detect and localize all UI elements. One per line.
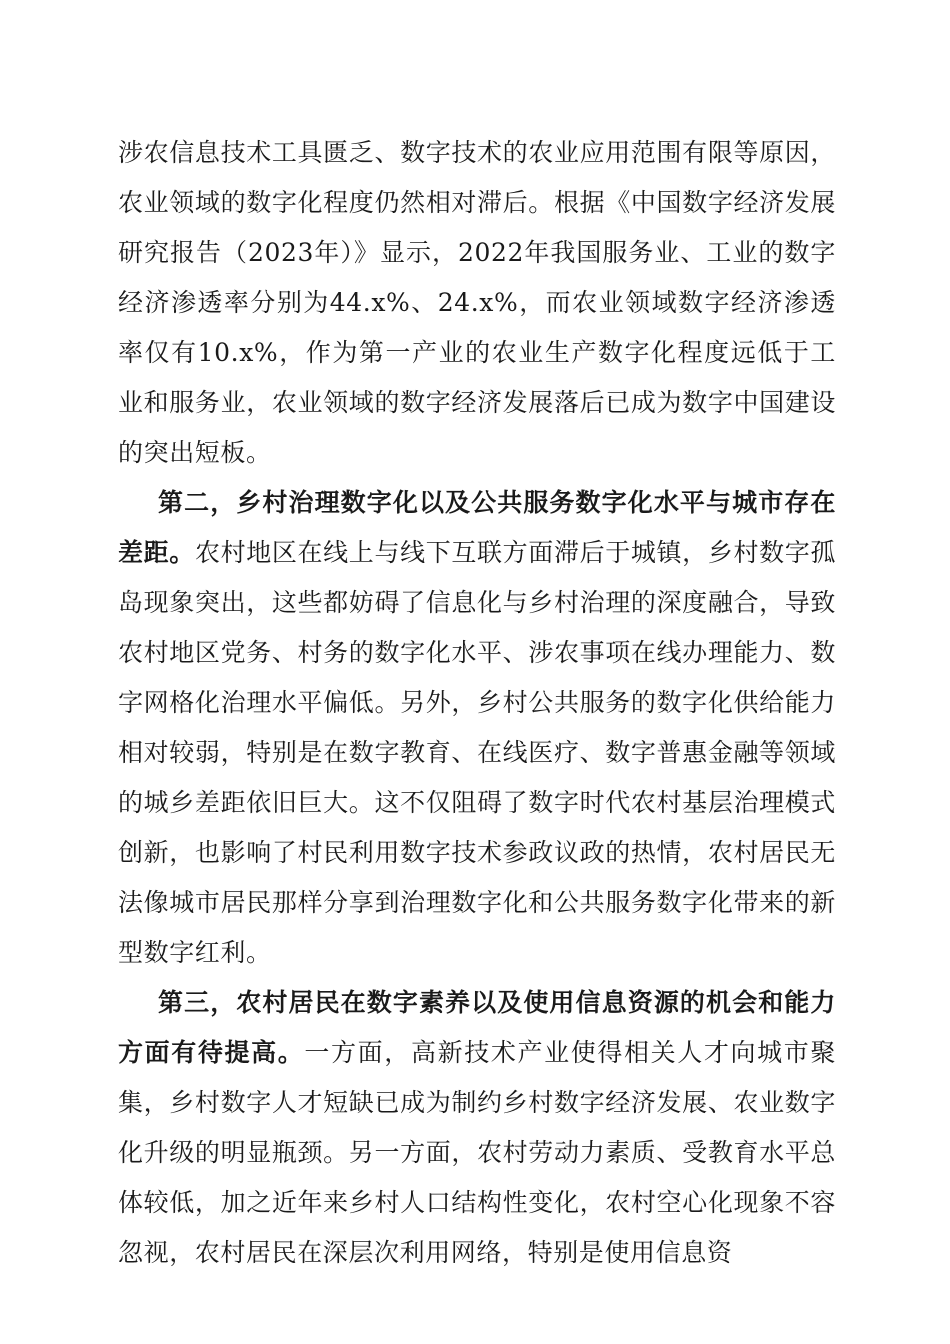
paragraph-third-point <box>118 978 836 1278</box>
paragraph-second-point <box>118 478 836 978</box>
paragraph-body: 农村地区在线上与线下互联方面滞后于城镇，乡村数字孤岛现象突出，这些都妨碍了信息化与乡村治理的深度融合，导致农村地区党务、村务的数字化水平、涉农事项在线办理能力、数字网格化治理水平偏低。另外，乡村公共服务的数字化供给能力相对较弱，特别是在数字教育、在线医疗、数字普惠金融等领域的城乡差距依旧巨大。这不仅阻碍了数字时代农村基层治理模式创新，也影响了村民利用数字技术参政议政的热情，农村居民无法像城市居民那样分享到治理数字化和公共服务数字化带来的新型数字红利。 <box>118 538 836 967</box>
paragraph-body: 涉农信息技术工具匮乏、数字技术的农业应用范围有限等原因，农业领域的数字化程度仍然相对滞后。根据《中国数字经济发展研究报告（2023年）》显示，2022年我国服务业、工业的数字经济渗透率分别为44.x%、24.x%，而农业领域数字经济渗透率仅有10.x%，作为第一产业的农业生产数字化程度远低于工业和服务业，农业领域的数字经济发展落后已成为数字中国建设的突出短板。 <box>118 138 836 467</box>
paragraph-body: 一方面，高新技术产业使得相关人才向城市聚集，乡村数字人才短缺已成为制约乡村数字经济发展、农业数字化升级的明显瓶颈。另一方面，农村劳动力素质、受教育水平总体较低，加之近年来乡村人口结构性变化，农村空心化现象不容忽视，农村居民在深层次利用网络，特别是使用信息资 <box>118 1038 836 1267</box>
paragraph-lead: 第二，乡村治理数字化以及公共服务数字化水平与城市存在差距。 <box>118 488 836 567</box>
paragraph-lead: 第三，农村居民在数字素养以及使用信息资源的机会和能力方面有待提高。 <box>118 988 836 1067</box>
paragraph-continuation <box>118 128 836 478</box>
body-text <box>118 128 836 1278</box>
